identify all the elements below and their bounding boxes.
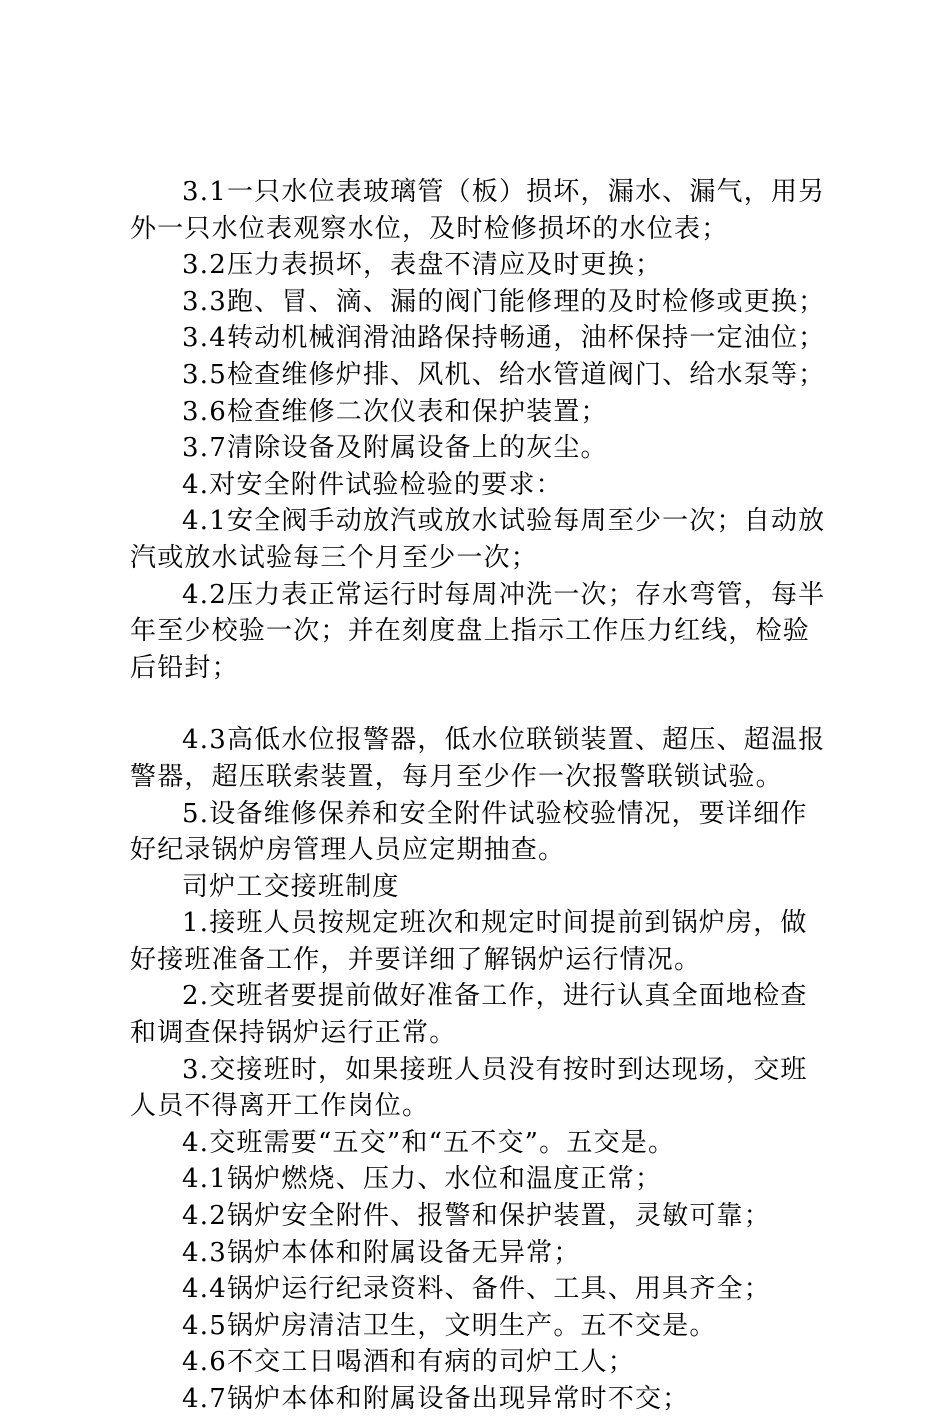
handover-item-4-3: 4.3锅炉本体和附属设备无异常； [182,1237,581,1268]
paragraph-4-1: 4.1安全阀手动放汽或放水试验每周至少一次；自动放汽或放水试验每三个月至少一次； [130,506,826,573]
paragraph-5: 5.设备维修保养和安全附件试验校验情况，要详细作好纪录锅炉房管理人员应定期抽查。 [130,798,808,866]
handover-item-3: 3.交接班时，如果接班人员没有按时到达现场，交班人员不得离开工作岗位。 [130,1054,808,1122]
paragraph-3-7: 3.7清除设备及附属设备上的灰尘。 [182,433,608,464]
handover-item-4-1: 4.1锅炉燃烧、压力、水位和温度正常； [182,1164,663,1195]
handover-item-4-2: 4.2锅炉安全附件、报警和保护装置，灵敏可靠； [182,1201,771,1232]
paragraph-3-6: 3.6检查维修二次仪表和保护装置； [182,396,608,427]
paragraph-3-1: 3.1一只水位表玻璃管（板）损坏，漏水、漏气，用另外一只水位表观察水位，及时检修损坏的水位表； [130,177,826,244]
paragraph-3-3: 3.3跑、冒、滴、漏的阀门能修理的及时检修或更换； [182,286,826,317]
paragraph-4-2: 4.2压力表正常运行时每周冲洗一次；存水弯管，每半年至少校验一次；并在刻度盘上指示工作压力红线，检验后铅封； [130,579,826,683]
paragraph-3-4: 3.4转动机械润滑油路保持畅通，油杯保持一定油位； [182,323,826,354]
handover-item-2: 2.交班者要提前做好准备工作，进行认真全面地检查和调查保持锅炉运行正常。 [130,981,808,1049]
section-title: 司炉工交接班制度 [182,871,400,902]
handover-item-4: 4.交班需要“五交”和“五不交”。五交是。 [182,1127,676,1158]
paragraph-4-heading: 4.对安全附件试验检验的要求： [182,469,563,500]
document-body [130,174,830,1418]
handover-item-1: 1.接班人员按规定班次和规定时间提前到锅炉房，做好接班准备工作，并要详细了解锅炉运行情况。 [130,908,808,975]
paragraph-3-2: 3.2压力表损坏，表盘不清应及时更换； [182,250,663,281]
handover-item-4-5: 4.5锅炉房清洁卫生，文明生产。五不交是。 [182,1310,717,1341]
handover-item-4-4: 4.4锅炉运行纪录资料、备件、工具、用具齐全； [182,1274,771,1305]
paragraph-3-5: 3.5检查维修炉排、风机、给水管道阀门、给水泵等； [182,359,826,390]
handover-item-4-7: 4.7锅炉本体和附属设备出现异常时不交； [182,1384,690,1414]
paragraph-4-3: 4.3高低水位报警器，低水位联锁装置、超压、超温报警器，超压联索装置，每月至少作一次报警联锁试验。 [130,725,826,792]
handover-item-4-6: 4.6不交工日喝酒和有病的司炉工人； [182,1347,635,1378]
